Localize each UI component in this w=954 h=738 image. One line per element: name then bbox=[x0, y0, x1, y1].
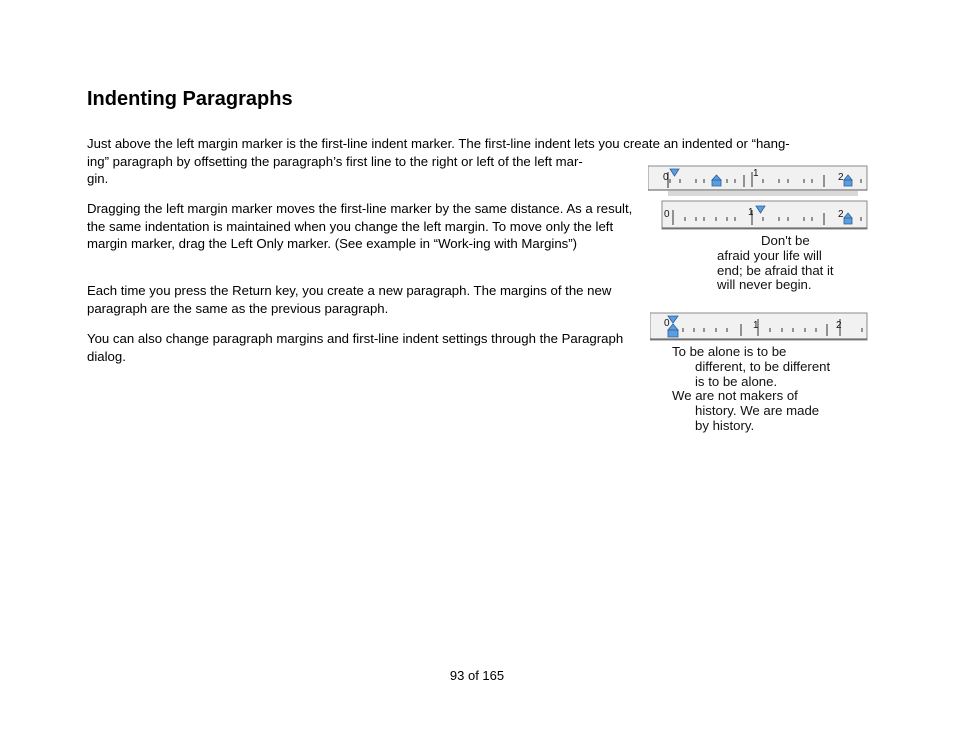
paragraph-line: gin. bbox=[87, 171, 109, 186]
paragraph-return-key: Each time you press the Return key, you create a new paragraph. The margins of the new paragraph are the same as the previous paragraph. bbox=[87, 283, 612, 316]
example-2-text bbox=[672, 345, 830, 434]
ruler-number: 0 bbox=[663, 172, 669, 183]
ruler-number: 1 bbox=[753, 168, 759, 179]
example-line: Don't be bbox=[761, 233, 810, 248]
left-margin-marker-icon bbox=[712, 180, 721, 186]
example-line: history. We are made bbox=[695, 403, 820, 419]
ruler-number: 1 bbox=[753, 320, 759, 331]
example-line: end; be afraid that it bbox=[717, 262, 834, 278]
ruler-number: 2 bbox=[838, 172, 844, 183]
example-line: We are not makers of bbox=[672, 388, 798, 404]
ruler-number: 2 bbox=[838, 209, 844, 220]
paragraph-dialog: You can also change paragraph margins and first-line indent settings through the Paragraph dialog. bbox=[87, 331, 624, 364]
left-margin-marker-icon bbox=[668, 330, 678, 337]
example-1-text bbox=[717, 234, 834, 293]
ruler-number: 0 bbox=[664, 318, 670, 329]
page-title: Indenting Paragraphs bbox=[87, 88, 293, 110]
example-line: different, to be different bbox=[695, 358, 831, 374]
ruler-strip bbox=[662, 201, 867, 229]
ruler-example-1-figure bbox=[648, 163, 868, 233]
paragraph-line: Just above the left margin marker is the first-line indent marker. The first-line indent lets you create an indented or “hang- bbox=[87, 136, 790, 151]
example-line: To be alone is to be bbox=[672, 344, 787, 359]
ruler-number: 2 bbox=[836, 320, 842, 331]
ruler-number: 0 bbox=[664, 209, 670, 220]
ruler-example-2-figure bbox=[650, 312, 868, 342]
ruler-strip bbox=[648, 166, 867, 199]
paragraph-dragging: Dragging the left margin marker moves the first-line marker by the same distance. As a result, the same indentation is maintained when you change the left margin. To move only the left margin marker, drag the Left Only marker. (See example in “Work-ing with Margins”) bbox=[87, 201, 633, 251]
page-number: 93 of 165 bbox=[449, 668, 505, 683]
example-line: by history. bbox=[695, 417, 755, 433]
right-margin-marker-icon bbox=[844, 180, 852, 186]
example-line: afraid your life will bbox=[717, 247, 822, 263]
paragraph-line: ing” paragraph by offsetting the paragraph’s first line to the right or left of the left mar- bbox=[87, 153, 583, 169]
example-line: will never begin. bbox=[717, 277, 812, 293]
example-line: is to be alone. bbox=[695, 373, 778, 389]
ruler-number: 1 bbox=[748, 207, 754, 218]
right-margin-marker-icon bbox=[844, 218, 852, 224]
